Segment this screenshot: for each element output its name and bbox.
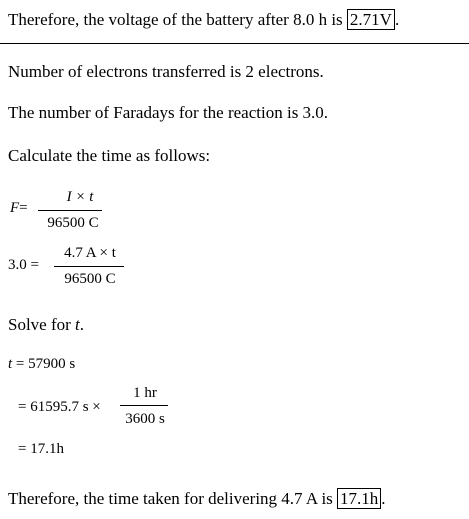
eq1-fraction-bar: [38, 210, 102, 211]
time-conclusion: [8, 489, 386, 509]
electrons-paragraph: Number of electrons transferred is 2 electrons.: [8, 62, 324, 81]
voltage-conclusion: [8, 10, 399, 30]
conversion-fraction-bar: [120, 405, 168, 406]
solve-paragraph: Solve for t.: [8, 315, 85, 334]
voltage-conclusion-text: Therefore, the voltage of the battery after 8.0 h is: [8, 10, 347, 29]
conversion-denominator: 3600 s: [125, 411, 165, 427]
eq1-denominator: 96500 C: [47, 215, 99, 231]
conversion-numerator: 1 hr: [133, 385, 157, 401]
voltage-conclusion-period: .: [394, 10, 400, 29]
eq2-denominator: 96500 C: [64, 271, 116, 287]
eq2-numerator: 4.7 A × t: [64, 245, 116, 261]
t-equation: t = 57900 s: [8, 356, 76, 372]
voltage-answer-box: 2.71V: [347, 9, 395, 30]
eq2-lhs: 3.0 =: [8, 257, 39, 273]
time-answer-box: 17.1h: [337, 488, 381, 509]
eq2-fraction-bar: [54, 266, 124, 267]
conversion-prefix: = 61595.7 s ×: [18, 399, 101, 415]
separator-line: [0, 43, 469, 44]
eq1-lhs: F=: [10, 200, 28, 216]
eq1-numerator: I × t: [66, 189, 94, 205]
faradays-paragraph: The number of Faradays for the reaction is 3.0.: [8, 103, 329, 122]
time-conclusion-text: Therefore, the time taken for delivering 4.7 A is: [8, 489, 338, 508]
calculate-paragraph: Calculate the time as follows:: [8, 146, 211, 165]
time-conclusion-period: .: [381, 489, 386, 508]
result-line: = 17.1h: [18, 441, 64, 457]
